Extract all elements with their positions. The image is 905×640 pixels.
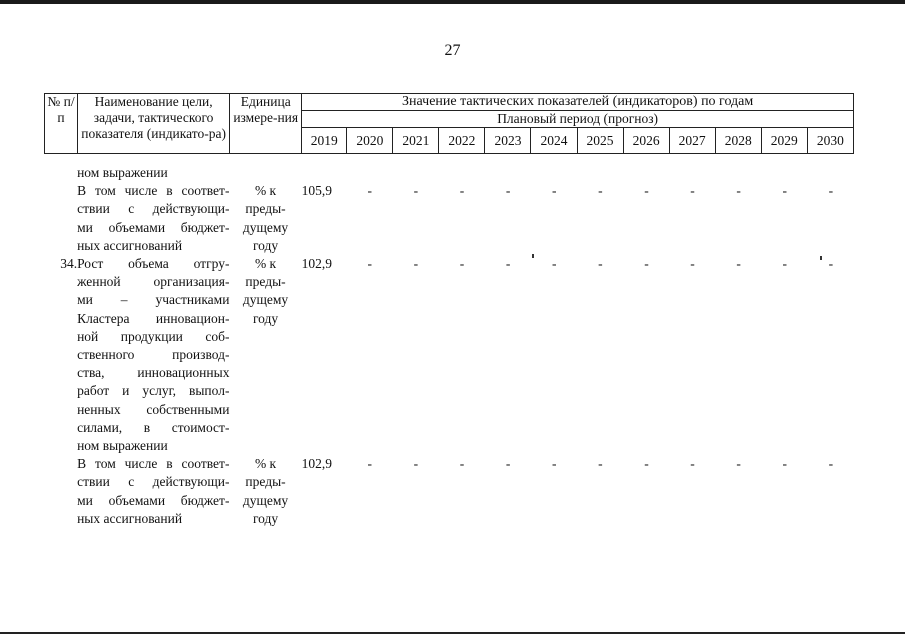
indicator-name-line: ствии с действующи- xyxy=(77,474,230,490)
value-dash: - xyxy=(413,183,419,199)
value-dash: - xyxy=(644,183,649,199)
header-name: Наименование цели, задачи, тактического показателя (индикато-ра) xyxy=(78,94,230,154)
indicator-name xyxy=(77,182,229,255)
unit-of-measure xyxy=(229,255,301,455)
unit-line: дущему xyxy=(242,292,289,308)
indicator-name-line: ном выражении xyxy=(77,438,168,454)
indicator-name-line: В том числе в соответ- xyxy=(77,456,230,472)
value-dash: - xyxy=(413,456,419,472)
indicator-name-line: силами, в стоимост- xyxy=(77,419,230,435)
value-dash: - xyxy=(736,183,741,199)
year-2028: 2028 xyxy=(715,128,761,154)
year-2025: 2025 xyxy=(577,128,623,154)
row-number xyxy=(44,182,77,255)
value-dash: - xyxy=(551,456,557,472)
value-dash: - xyxy=(551,256,557,272)
value-dash xyxy=(716,164,762,182)
unit-of-measure xyxy=(229,164,301,182)
value-dash xyxy=(485,164,531,182)
header-no: № п/п xyxy=(45,94,78,154)
value-dash: - xyxy=(459,456,465,472)
value-dash: - xyxy=(551,183,557,199)
indicator-name-line: ствии с действующи- xyxy=(77,201,230,217)
indicator-name xyxy=(77,164,229,182)
value-dash xyxy=(577,164,623,182)
table-row xyxy=(44,182,854,255)
year-2023: 2023 xyxy=(485,128,531,154)
value-dash: - xyxy=(828,456,834,472)
indicator-name-line: ственного производ- xyxy=(77,347,230,363)
value-dash: - xyxy=(782,183,788,199)
header-period: Плановый период (прогноз) xyxy=(302,111,854,128)
indicator-name-line: ненных собственными xyxy=(77,401,230,417)
value-2019: 105,9 xyxy=(301,183,332,199)
value-2019: 102,9 xyxy=(301,456,332,472)
value-dash: - xyxy=(782,456,788,472)
year-2022: 2022 xyxy=(439,128,485,154)
value-dash: - xyxy=(598,456,603,472)
value-dash: - xyxy=(644,456,649,472)
value-dash xyxy=(670,164,716,182)
table-row xyxy=(44,255,854,455)
value-dash: - xyxy=(828,256,834,272)
value-dash: - xyxy=(367,183,373,199)
value-dash: - xyxy=(367,256,373,272)
year-2019: 2019 xyxy=(302,128,347,154)
indicator-name-line: ми объемами бюджет- xyxy=(77,219,230,235)
value-dash: - xyxy=(690,256,695,272)
indicator-name-line: В том числе в соответ- xyxy=(77,183,230,199)
header-values-title: Значение тактических показателей (индикаторов) по годам xyxy=(302,94,854,111)
indicator-table-body xyxy=(44,164,854,528)
indicator-name-line: ных ассигнований xyxy=(77,237,183,253)
value-dash: - xyxy=(505,183,511,199)
value-dash: - xyxy=(598,256,603,272)
unit-line: дущему xyxy=(242,219,289,235)
year-2027: 2027 xyxy=(669,128,715,154)
scan-bottom-edge xyxy=(0,632,905,634)
value-dash xyxy=(393,164,439,182)
year-2024: 2024 xyxy=(531,128,577,154)
indicator-name xyxy=(77,255,229,455)
value-dash xyxy=(439,164,485,182)
year-2029: 2029 xyxy=(761,128,807,154)
indicator-name-line: ной продукции соб- xyxy=(77,328,230,344)
value-dash xyxy=(762,164,808,182)
indicator-name-line: ми объемами бюджет- xyxy=(77,492,230,508)
value-dash: - xyxy=(505,256,511,272)
indicator-table-header xyxy=(44,93,854,154)
indicator-name-line: ном выражении xyxy=(77,165,168,180)
table-row xyxy=(44,164,854,182)
value-dash xyxy=(531,164,577,182)
table-row xyxy=(44,455,854,528)
unit-line: преды- xyxy=(245,201,286,217)
value-dash: - xyxy=(505,456,511,472)
page-number: 27 xyxy=(444,42,461,59)
unit-line: году xyxy=(252,310,279,326)
unit-of-measure xyxy=(229,182,301,255)
indicator-name-line: женной организация- xyxy=(77,274,230,290)
value-2019: 102,9 xyxy=(301,256,332,272)
value-dash: - xyxy=(644,256,649,272)
year-2030: 2030 xyxy=(807,128,853,154)
unit-line: году xyxy=(252,237,279,253)
indicator-name-line: Рост объема отгру- xyxy=(77,256,230,272)
value-dash: - xyxy=(690,183,695,199)
row-number xyxy=(44,455,77,528)
value-dash: - xyxy=(828,183,834,199)
indicator-name xyxy=(77,455,229,528)
value-dash: - xyxy=(367,456,373,472)
value-dash: - xyxy=(736,256,741,272)
unit-line: % к xyxy=(254,256,277,272)
scan-top-edge xyxy=(0,0,905,4)
indicator-name-line: ми – участниками xyxy=(77,292,230,308)
value-dash: - xyxy=(598,183,603,199)
value-dash: - xyxy=(413,256,419,272)
unit-line: % к xyxy=(254,183,277,199)
scan-speck xyxy=(532,254,534,258)
value-dash: - xyxy=(459,183,465,199)
unit-line: году xyxy=(252,510,279,526)
year-2026: 2026 xyxy=(623,128,669,154)
value-dash xyxy=(347,164,393,182)
indicator-name-line: работ и услуг, выпол- xyxy=(77,383,230,399)
unit-line: дущему xyxy=(242,492,289,508)
indicator-name-line: ства, инновационных xyxy=(77,365,230,381)
unit-line: преды- xyxy=(245,274,286,290)
row-number xyxy=(44,164,77,182)
header-unit: Единица измере-ния xyxy=(230,94,302,154)
indicator-name-line: ных ассигнований xyxy=(77,510,183,526)
value-dash xyxy=(623,164,669,182)
value-dash: - xyxy=(782,256,788,272)
value-dash xyxy=(808,164,854,182)
value-dash: - xyxy=(459,256,465,272)
year-2021: 2021 xyxy=(393,128,439,154)
value-dash: - xyxy=(690,456,695,472)
scan-speck xyxy=(820,256,822,260)
row-number: 34. xyxy=(60,256,78,272)
unit-line: преды- xyxy=(245,474,286,490)
year-2020: 2020 xyxy=(347,128,393,154)
indicator-name-line: Кластера инновацион- xyxy=(77,310,230,326)
value-dash: - xyxy=(736,456,741,472)
unit-line: % к xyxy=(254,456,277,472)
value-2019 xyxy=(302,164,347,182)
unit-of-measure xyxy=(229,455,301,528)
